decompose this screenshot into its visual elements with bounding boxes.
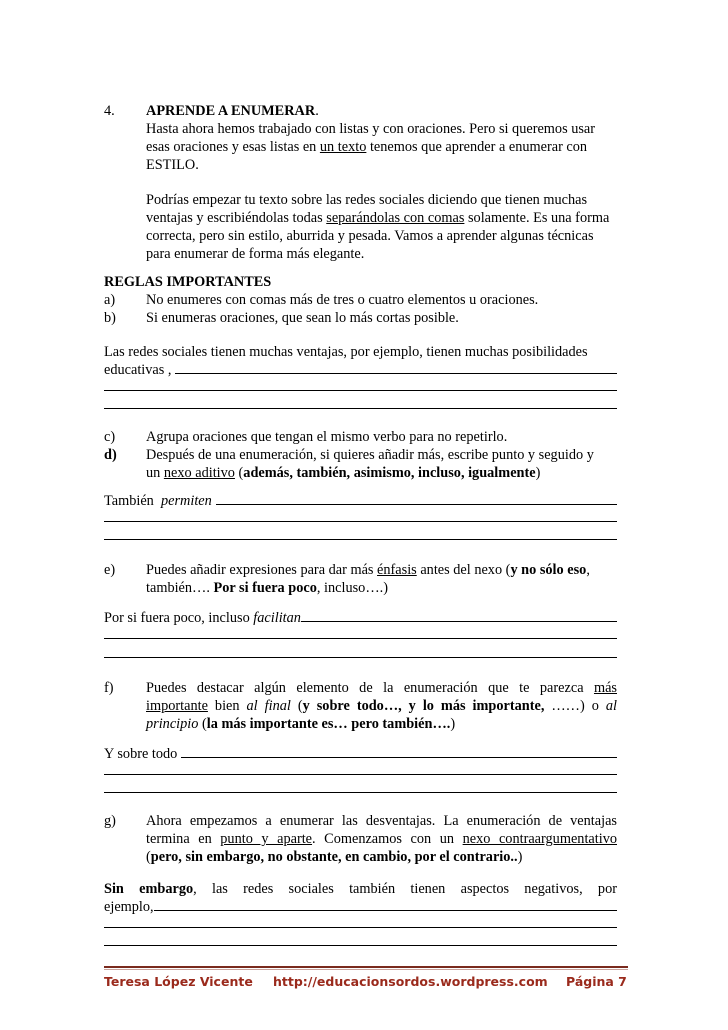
footer-rule-thin bbox=[104, 969, 628, 970]
rule-d-line-1: Después de una enumeración, si quieres añadir más, escribe punto y seguido y bbox=[146, 447, 594, 463]
rule-d-line-2: un nexo aditivo (además, también, asimismo, incluso, igualmente) bbox=[146, 465, 541, 481]
footer-rule bbox=[104, 966, 628, 968]
answer-line[interactable] bbox=[104, 638, 617, 639]
answer-line[interactable] bbox=[104, 539, 617, 540]
answer-blank[interactable] bbox=[175, 361, 617, 374]
rule-a-label: a) bbox=[104, 292, 116, 308]
answer-blank[interactable] bbox=[181, 745, 617, 758]
rule-f-line-3: principio (la más importante es… pero también….) bbox=[146, 716, 456, 732]
answer-line[interactable] bbox=[104, 657, 617, 658]
exercise-5-line-1: Sin embargo, las redes sociales también tienen aspectos negativos, por bbox=[104, 881, 617, 897]
exercise-3-line-1: Por si fuera poco, incluso facilitan bbox=[104, 609, 617, 627]
answer-blank[interactable] bbox=[301, 609, 617, 622]
footer-author: Teresa López Vicente bbox=[104, 974, 253, 989]
rule-f-line-1: Puedes destacar algún elemento de la enumeración que te parezca más bbox=[146, 680, 617, 696]
answer-line[interactable] bbox=[104, 774, 617, 775]
intro-line-3: ESTILO. bbox=[146, 157, 199, 173]
intro-line-1: Hasta ahora hemos trabajado con listas y con oraciones. Pero si queremos usar bbox=[146, 121, 596, 137]
answer-line[interactable] bbox=[104, 792, 617, 793]
exercise-2-line-1: También permiten bbox=[104, 492, 617, 510]
rule-c-label: c) bbox=[104, 429, 116, 445]
footer-page-number: Página 7 bbox=[566, 974, 627, 989]
rule-a-text: No enumeres con comas más de tres o cuatro elementos u oraciones. bbox=[146, 292, 539, 308]
rule-b-label: b) bbox=[104, 310, 116, 326]
rule-e-label: e) bbox=[104, 562, 116, 578]
answer-line[interactable] bbox=[104, 927, 617, 928]
rule-e-line-1: Puedes añadir expresiones para dar más énfasis antes del nexo (y no sólo eso, bbox=[146, 562, 590, 578]
answer-line[interactable] bbox=[104, 408, 617, 409]
section-number: 4. bbox=[104, 103, 115, 119]
intro2-line-2: ventajas y escribiéndolas todas separándolas con comas solamente. Es una forma bbox=[146, 210, 610, 226]
intro2-line-4: para enumerar de forma más elegante. bbox=[146, 246, 365, 262]
intro2-line-1: Podrías empezar tu texto sobre las redes sociales diciendo que tienen muchas bbox=[146, 192, 588, 208]
answer-line[interactable] bbox=[104, 945, 617, 946]
exercise-4-line-1: Y sobre todo bbox=[104, 745, 617, 763]
rule-g-line-3: (pero, sin embargo, no obstante, en cambio, por el contrario..) bbox=[146, 849, 523, 865]
answer-blank[interactable] bbox=[154, 898, 617, 911]
rule-g-line-2: termina en punto y aparte. Comenzamos con un nexo contraargumentativo bbox=[146, 831, 617, 847]
rule-g-line-1: Ahora empezamos a enumerar las desventajas. La enumeración de ventajas bbox=[146, 813, 617, 829]
intro-line-2: esas oraciones y esas listas en un texto tenemos que aprender a enumerar con bbox=[146, 139, 588, 155]
answer-line[interactable] bbox=[104, 521, 617, 522]
rule-g-label: g) bbox=[104, 813, 116, 829]
rule-e-line-2: también…. Por si fuera poco, incluso….) bbox=[146, 580, 388, 596]
rule-b-text: Si enumeras oraciones, que sean lo más cortas posible. bbox=[146, 310, 459, 326]
rules-heading: REGLAS IMPORTANTES bbox=[104, 274, 272, 290]
exercise-1-line-2: educativas , bbox=[104, 361, 617, 379]
rule-f-label: f) bbox=[104, 680, 114, 696]
answer-blank[interactable] bbox=[216, 492, 617, 505]
rule-f-line-2: importante bien al final (y sobre todo…, y lo más importante, ……) o al bbox=[146, 698, 617, 714]
rule-d-label: d) bbox=[104, 447, 117, 463]
answer-line[interactable] bbox=[104, 390, 617, 391]
footer-url-link[interactable]: http://educacionsordos.wordpress.com bbox=[273, 974, 548, 989]
exercise-1-line-1: Las redes sociales tienen muchas ventajas, por ejemplo, tienen muchas posibilidades bbox=[104, 344, 588, 360]
exercise-5-line-2: ejemplo, bbox=[104, 898, 617, 916]
section-title: APRENDE A ENUMERAR. bbox=[146, 103, 319, 119]
rule-c-text: Agrupa oraciones que tengan el mismo verbo para no repetirlo. bbox=[146, 429, 508, 445]
intro2-line-3: correcta, pero sin estilo, aburrida y pesada. Vamos a aprender algunas técnicas bbox=[146, 228, 594, 244]
